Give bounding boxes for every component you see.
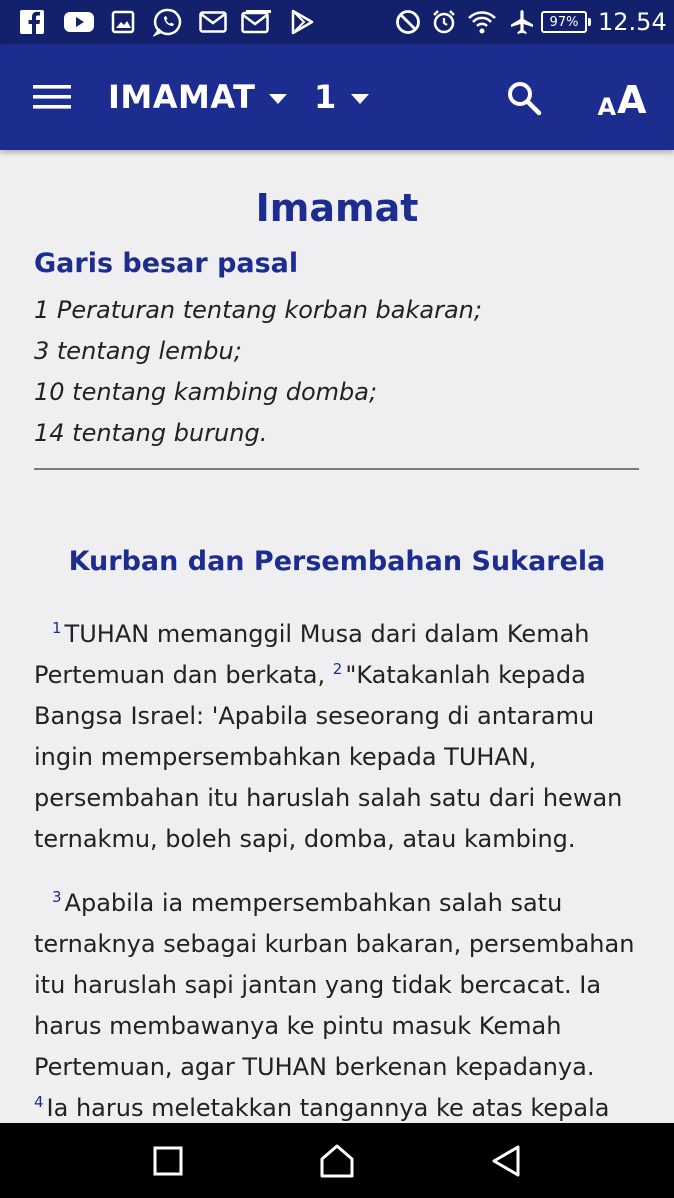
back-button[interactable] — [476, 1137, 536, 1185]
facebook-icon — [18, 8, 46, 36]
home-icon — [320, 1144, 354, 1178]
verse-text[interactable]: TUHAN memanggil Musa dari dalam Kemah Pertemuan dan berkata, — [34, 620, 590, 689]
gmail-icon — [240, 8, 274, 36]
menu-button[interactable] — [26, 74, 78, 120]
reading-pane[interactable] — [0, 150, 674, 1123]
wifi-icon — [466, 8, 498, 36]
outline-heading: Garis besar pasal — [34, 248, 299, 279]
outline-item: 3 tentang lembu; — [34, 337, 242, 365]
search-button[interactable] — [500, 74, 548, 122]
section-heading: Kurban dan Persembahan Sukarela — [68, 546, 606, 577]
battery-indicator: 97% — [541, 11, 587, 33]
airplane-mode-icon — [508, 8, 536, 36]
clock: 12.54 — [598, 8, 667, 36]
verse-number[interactable]: 2 — [332, 660, 343, 678]
font-size-button[interactable] — [594, 72, 650, 122]
verse-number[interactable]: 3 — [52, 888, 62, 906]
verse-text[interactable]: Apabila ia mempersembahkan salah satu ternaknya sebagai kurban bakaran, persembahan itu haruslah sapi jantan yang tidak bercacat. Ia harus membawanya ke pintu masuk Kemah Pertemuan, agar TUHAN berkenan kepadanya. — [34, 889, 635, 1081]
play-store-icon — [288, 8, 316, 36]
paragraph — [34, 614, 644, 860]
chapter-selector[interactable] — [314, 72, 369, 122]
chevron-down-icon — [351, 94, 369, 104]
book-name: IMAMAT — [108, 78, 256, 116]
do-not-disturb-icon — [394, 8, 422, 36]
verse-number[interactable]: 1 — [52, 619, 62, 637]
outline-item: 1 Peraturan tentang korban bakaran; — [34, 296, 482, 324]
alarm-icon — [430, 8, 458, 36]
status-bar — [0, 0, 674, 44]
outline-list — [34, 290, 644, 454]
chapter-number: 1 — [314, 78, 337, 116]
outline-item: 14 tentang burung. — [34, 419, 268, 447]
font-size-large-glyph: A — [617, 78, 647, 122]
whatsapp-icon — [152, 8, 184, 36]
gmail-icon — [198, 8, 228, 36]
gallery-icon — [110, 8, 136, 36]
paragraph — [34, 883, 644, 1123]
app-bar — [0, 44, 674, 150]
youtube-icon — [62, 8, 96, 36]
home-button[interactable] — [307, 1137, 367, 1185]
recent-apps-button[interactable] — [138, 1137, 198, 1185]
menu-icon — [33, 83, 71, 111]
back-icon — [491, 1145, 521, 1177]
search-icon — [506, 80, 542, 116]
chevron-down-icon — [269, 94, 287, 104]
verse-number[interactable]: 4 — [34, 1093, 44, 1111]
divider — [34, 468, 639, 470]
recent-apps-icon — [153, 1146, 183, 1176]
font-size-small-glyph: A — [597, 93, 617, 121]
verse-text[interactable]: Ia harus meletakkan tangannya ke atas kepala — [46, 1094, 610, 1122]
book-title: Imamat — [255, 186, 419, 230]
book-selector[interactable] — [108, 72, 287, 122]
verse-text[interactable]: "Katakanlah kepada Bangsa Israel: 'Apabila seseorang di antaramu ingin mempersembahkan kepada TUHAN, persembahan itu haruslah salah satu dari hewan ternakmu, boleh sapi, domba, atau kambing. — [34, 661, 623, 853]
outline-item: 10 tentang kambing domba; — [34, 378, 378, 406]
navigation-bar — [0, 1123, 674, 1198]
